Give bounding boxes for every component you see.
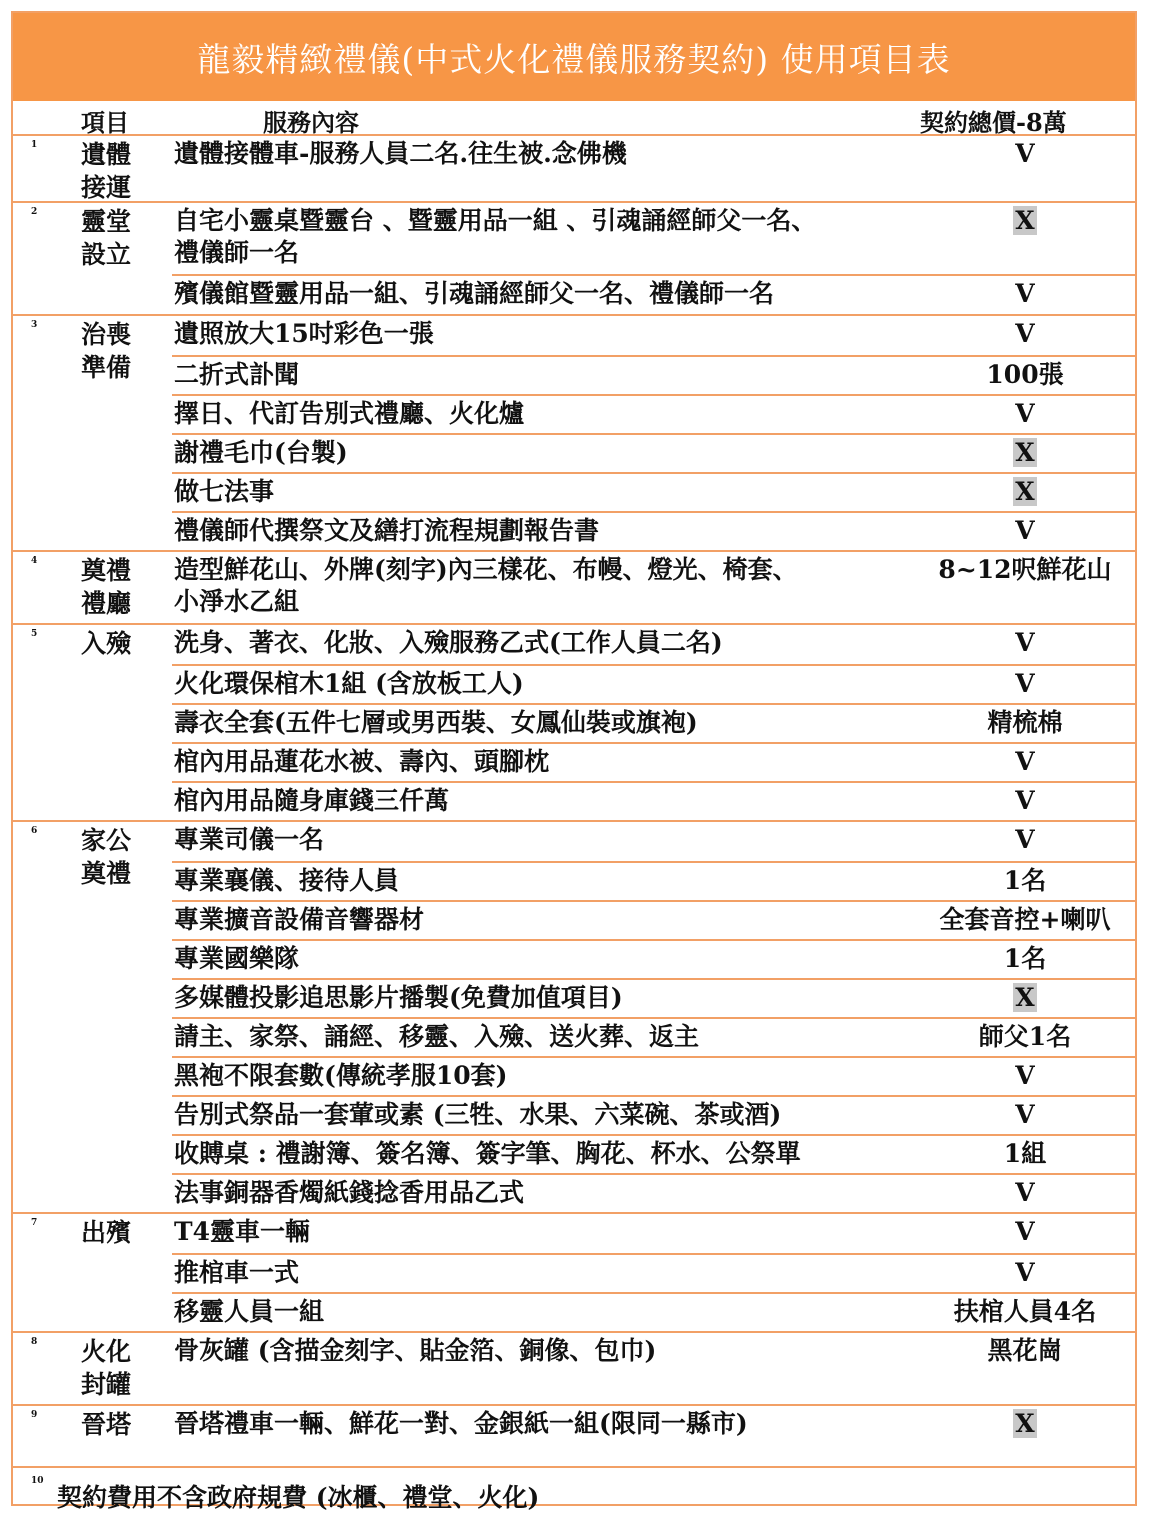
group-2 <box>13 201 1135 314</box>
service-value: V <box>1015 1217 1035 1246</box>
service-value: V <box>1015 747 1035 776</box>
service-text: 告別式祭品一套葷或素 (三牲、水果、六菜碗、茶或酒) <box>174 1100 782 1129</box>
service-text: 火化環保棺木1組 (含放板工人) <box>174 669 524 698</box>
table-row <box>172 822 1135 861</box>
service-text: 移靈人員一組 <box>174 1297 325 1326</box>
footnote-text: 契約費用不含政府規費 (冰櫃、禮堂、火化) <box>57 1483 540 1512</box>
group-number: 3 <box>31 320 38 330</box>
table-row <box>172 552 1135 623</box>
group-7 <box>13 1212 1135 1331</box>
group-4 <box>13 550 1135 623</box>
table-row <box>172 861 1135 900</box>
group-category: 晉塔 <box>81 1410 132 1439</box>
header-item: 項目 <box>81 108 129 137</box>
service-text: 晉塔禮車一輛、鮮花一對、金銀紙一組(限同一縣市) <box>174 1409 748 1438</box>
service-value <box>910 982 1140 1014</box>
service-value: 1名 <box>1003 944 1047 973</box>
service-value <box>910 1408 1140 1440</box>
table-row <box>172 1406 1135 1466</box>
service-value: 8~12呎鮮花山 <box>938 555 1112 584</box>
service-value: 1組 <box>1003 1139 1047 1168</box>
service-value: V <box>1015 1258 1035 1287</box>
service-value: V <box>1015 825 1035 854</box>
group-number: 4 <box>31 556 38 566</box>
group-5 <box>13 623 1135 820</box>
service-value: V <box>1015 628 1035 657</box>
group-9 <box>13 1404 1135 1466</box>
group-3 <box>13 314 1135 550</box>
service-value: 扶棺人員4名 <box>953 1297 1097 1326</box>
table-row <box>172 136 1135 201</box>
service-text: 洗身、著衣、化妝、入殮服務乙式(工作人員二名) <box>174 628 723 657</box>
service-value: V <box>1015 1178 1035 1207</box>
group-number: 2 <box>31 207 38 217</box>
group-1 <box>13 134 1135 201</box>
table-row <box>172 1214 1135 1253</box>
excluded-mark: X <box>1015 438 1035 467</box>
table-row <box>172 625 1135 664</box>
service-text: 專業襄儀、接待人員 <box>174 866 400 895</box>
table-row <box>172 203 1135 274</box>
table-row <box>172 394 1135 433</box>
table-row <box>172 1095 1135 1134</box>
table-row <box>172 664 1135 703</box>
group-number: 1 <box>31 140 38 150</box>
table-row <box>172 978 1135 1017</box>
table-row <box>172 511 1135 550</box>
service-value: V <box>1015 1100 1035 1129</box>
group-category: 火化封罐 <box>81 1337 132 1399</box>
table-body <box>13 134 1135 1466</box>
service-value: V <box>1015 1061 1035 1090</box>
table-row <box>172 781 1135 820</box>
service-value <box>910 437 1140 469</box>
group-category: 出殯 <box>81 1218 132 1247</box>
group-category: 治喪準備 <box>81 320 132 382</box>
service-value <box>910 476 1140 508</box>
service-text: 擇日、代訂告別式禮廳、火化爐 <box>174 399 525 428</box>
table-row <box>172 274 1135 314</box>
service-value: V <box>1015 139 1035 168</box>
group-number: 8 <box>31 1337 38 1347</box>
table-row <box>172 1056 1135 1095</box>
service-value: 黑花崗 <box>987 1336 1063 1365</box>
header-price: 契約總價-8萬 <box>920 108 1067 137</box>
service-text: 禮儀師代撰祭文及繕打流程規劃報告書 <box>174 516 600 545</box>
service-table <box>11 11 1137 1512</box>
group-category: 靈堂設立 <box>81 207 132 269</box>
service-text: 多媒體投影追思影片播製(免費加值項目) <box>174 983 623 1012</box>
table-row <box>172 316 1135 355</box>
service-text: 謝禮毛巾(台製) <box>174 438 348 467</box>
title-bar <box>13 13 1135 101</box>
page-title: 龍毅精緻禮儀(中式火化禮儀服務契約) 使用項目表 <box>197 39 951 79</box>
service-value: 精梳棉 <box>987 708 1063 737</box>
service-text: 黑袍不限套數(傳統孝服10套) <box>174 1061 508 1090</box>
group-number: 9 <box>31 1410 38 1420</box>
service-text: 骨灰罐 (含描金刻字、貼金箔、銅像、包巾) <box>174 1336 657 1365</box>
table-row <box>172 939 1135 978</box>
group-category: 家公奠禮 <box>81 826 132 888</box>
service-text: 請主、家祭、誦經、移靈、入殮、送火葬、返主 <box>174 1022 700 1051</box>
table-row <box>172 703 1135 742</box>
service-text: 殯儀館暨靈用品一組、引魂誦經師父一名、禮儀師一名 <box>174 279 775 308</box>
table-row <box>172 433 1135 472</box>
service-text: 收賻桌 : 禮謝簿、簽名簿、簽字筆、胸花、杯水、公祭單 <box>174 1139 801 1168</box>
group-category: 遺體接運 <box>81 140 132 202</box>
service-value: V <box>1015 516 1035 545</box>
service-value: 100張 <box>986 360 1064 389</box>
table-header <box>13 101 1135 137</box>
service-text: 造型鮮花山、外牌(刻字)內三樣花、布幔、燈光、椅套、 小淨水乙組 <box>174 555 798 616</box>
service-text: 棺內用品隨身庫錢三仟萬 <box>174 786 450 815</box>
service-value: V <box>1015 786 1035 815</box>
excluded-mark: X <box>1015 206 1035 235</box>
group-number: 5 <box>31 629 38 639</box>
table-row <box>172 1173 1135 1212</box>
group-number: 6 <box>31 826 38 836</box>
service-value <box>910 205 1140 237</box>
service-text: 推棺車一式 <box>174 1258 300 1287</box>
service-value: 1名 <box>1003 866 1047 895</box>
table-row <box>172 1253 1135 1292</box>
group-8 <box>13 1331 1135 1404</box>
group-category: 入殮 <box>81 629 132 658</box>
service-value: V <box>1015 669 1035 698</box>
service-text: 二折式訃聞 <box>174 360 300 389</box>
service-value: V <box>1015 399 1035 428</box>
service-text: 專業國樂隊 <box>174 944 300 973</box>
footnote <box>13 1466 1135 1520</box>
table-row <box>172 900 1135 939</box>
service-value: V <box>1015 319 1035 348</box>
group-number: 7 <box>31 1218 38 1228</box>
service-text: 遺體接體車-服務人員二名.往生被.念佛機 <box>174 139 627 168</box>
service-value: 師父1名 <box>978 1022 1072 1051</box>
service-text: 專業司儀一名 <box>174 825 325 854</box>
service-text: T4靈車一輛 <box>174 1217 310 1246</box>
excluded-mark: X <box>1015 477 1035 506</box>
service-text: 做七法事 <box>174 477 275 506</box>
table-row <box>172 1017 1135 1056</box>
table-row <box>172 1333 1135 1404</box>
excluded-mark: X <box>1015 1409 1035 1438</box>
table-row <box>172 1134 1135 1173</box>
group-category: 奠禮禮廳 <box>81 556 132 618</box>
table-row <box>172 355 1135 394</box>
service-text: 棺內用品蓮花水被、壽內、頭腳枕 <box>174 747 550 776</box>
service-text: 遺照放大15吋彩色一張 <box>174 319 434 348</box>
service-text: 壽衣全套(五件七層或男西裝、女鳳仙裝或旗袍) <box>174 708 698 737</box>
table-row <box>172 472 1135 511</box>
excluded-mark: X <box>1015 983 1035 1012</box>
service-text: 自宅小靈桌暨靈台 、暨靈用品一組 、引魂誦經師父一名、 禮儀師一名 <box>174 206 817 267</box>
footnote-number: 10 <box>31 1476 44 1486</box>
group-6 <box>13 820 1135 1212</box>
header-content: 服務內容 <box>263 108 359 137</box>
service-text: 專業擴音設備音響器材 <box>174 905 425 934</box>
service-value: V <box>1015 279 1035 308</box>
service-text: 法事銅器香燭紙錢捻香用品乙式 <box>174 1178 525 1207</box>
service-value: 全套音控+喇叭 <box>939 905 1111 934</box>
table-row <box>172 742 1135 781</box>
table-row <box>172 1292 1135 1331</box>
